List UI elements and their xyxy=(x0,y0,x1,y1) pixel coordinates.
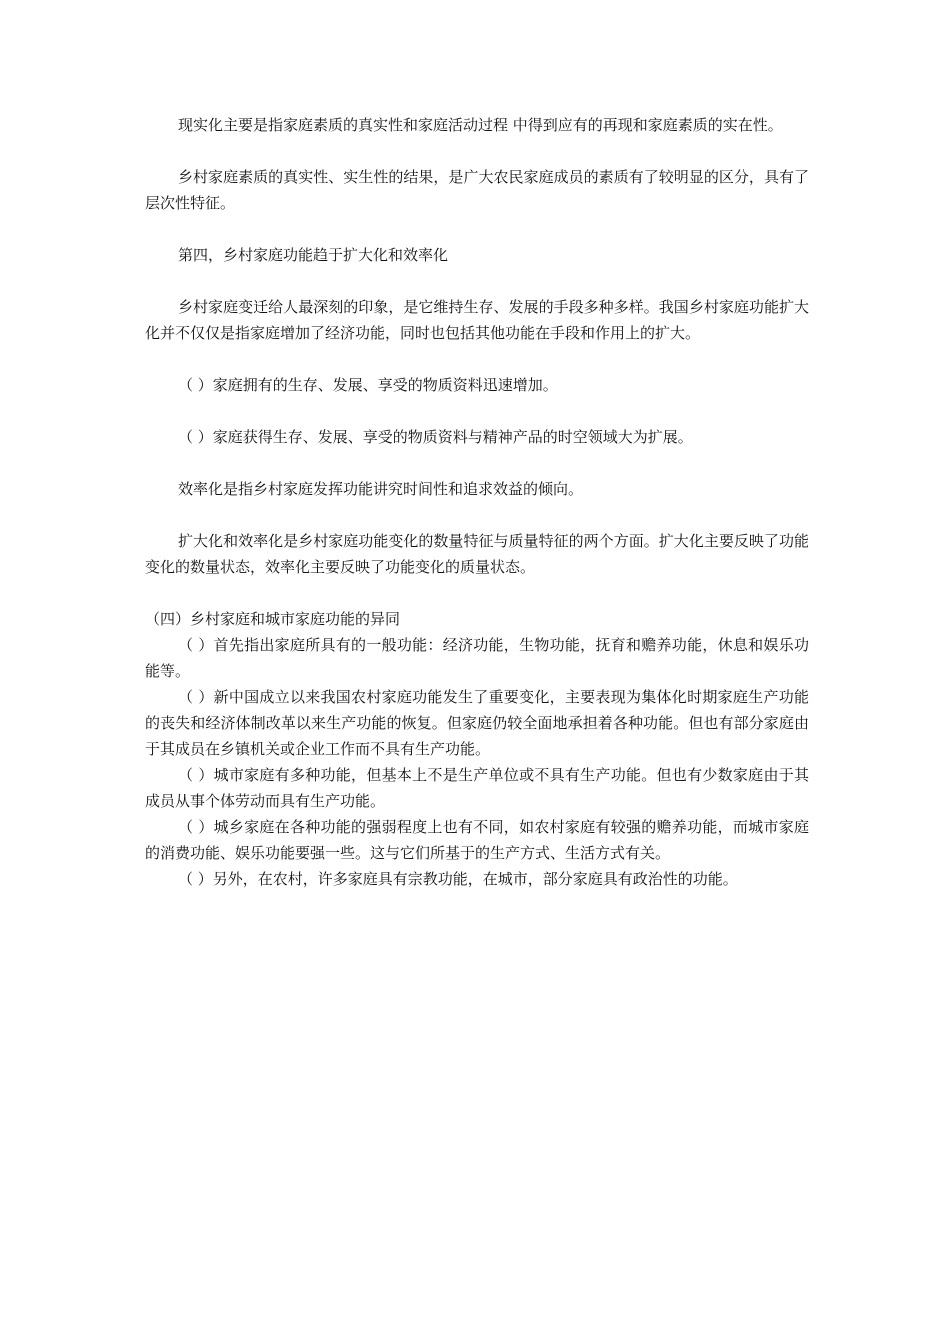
paragraph: 乡村家庭素质的真实性、实生性的结果，是广大农民家庭成员的素质有了较明显的区分，具有了层次性特征。 xyxy=(145,168,809,212)
list-item: （ ）城乡家庭在各种功能的强弱程度上也有不同，如农村家庭有较强的赡养功能，而城市家庭的消费功能、娱乐功能要强一些。这与它们所基于的生产方式、生活方式有关。 xyxy=(145,818,809,862)
document-body xyxy=(145,112,809,892)
function-list xyxy=(145,632,809,892)
list-item: （ ）城市家庭有多种功能，但基本上不是生产单位或不具有生产功能。但也有少数家庭由于其成员从事个体劳动而具有生产功能。 xyxy=(145,766,809,810)
paragraph: 乡村家庭变迁给人最深刻的印象，是它维持生存、发展的手段多种多样。我国乡村家庭功能扩大化并不仅仅是指家庭增加了经济功能，同时也包括其他功能在手段和作用上的扩大。 xyxy=(145,298,809,342)
list-item: （ ）另外，在农村，许多家庭具有宗教功能，在城市，部分家庭具有政治性的功能。 xyxy=(178,870,738,888)
list-item: （ ）首先指出家庭所具有的一般功能：经济功能，生物功能，抚育和赡养功能，休息和娱乐功能等。 xyxy=(145,636,809,680)
list-item: （ ）家庭获得生存、发展、享受的物质资料与精神产品的时空领域大为扩展。 xyxy=(178,428,693,446)
list-item: （ ）家庭拥有的生存、发展、享受的物质资料迅速增加。 xyxy=(178,376,558,394)
paragraph: 扩大化和效率化是乡村家庭功能变化的数量特征与质量特征的两个方面。扩大化主要反映了功能变化的数量状态，效率化主要反映了功能变化的质量状态。 xyxy=(145,532,809,576)
paragraph: 现实化主要是指家庭素质的真实性和家庭活动过程 中得到应有的再现和家庭素质的实在性。 xyxy=(178,116,783,134)
section-subheading: 第四，乡村家庭功能趋于扩大化和效率化 xyxy=(178,246,449,264)
list-item: （ ）新中国成立以来我国农村家庭功能发生了重要变化，主要表现为集体化时期家庭生产功能的丧失和经济体制改革以来生产功能的恢复。但家庭仍较全面地承担着各种功能。但也有部分家庭由于其成员在乡镇机关或企业工作而不具有生产功能。 xyxy=(145,688,809,758)
paragraph: 效率化是指乡村家庭发挥功能讲究时间性和追求效益的倾向。 xyxy=(178,480,584,498)
section-heading: （四）乡村家庭和城市家庭功能的异同 xyxy=(145,610,401,628)
